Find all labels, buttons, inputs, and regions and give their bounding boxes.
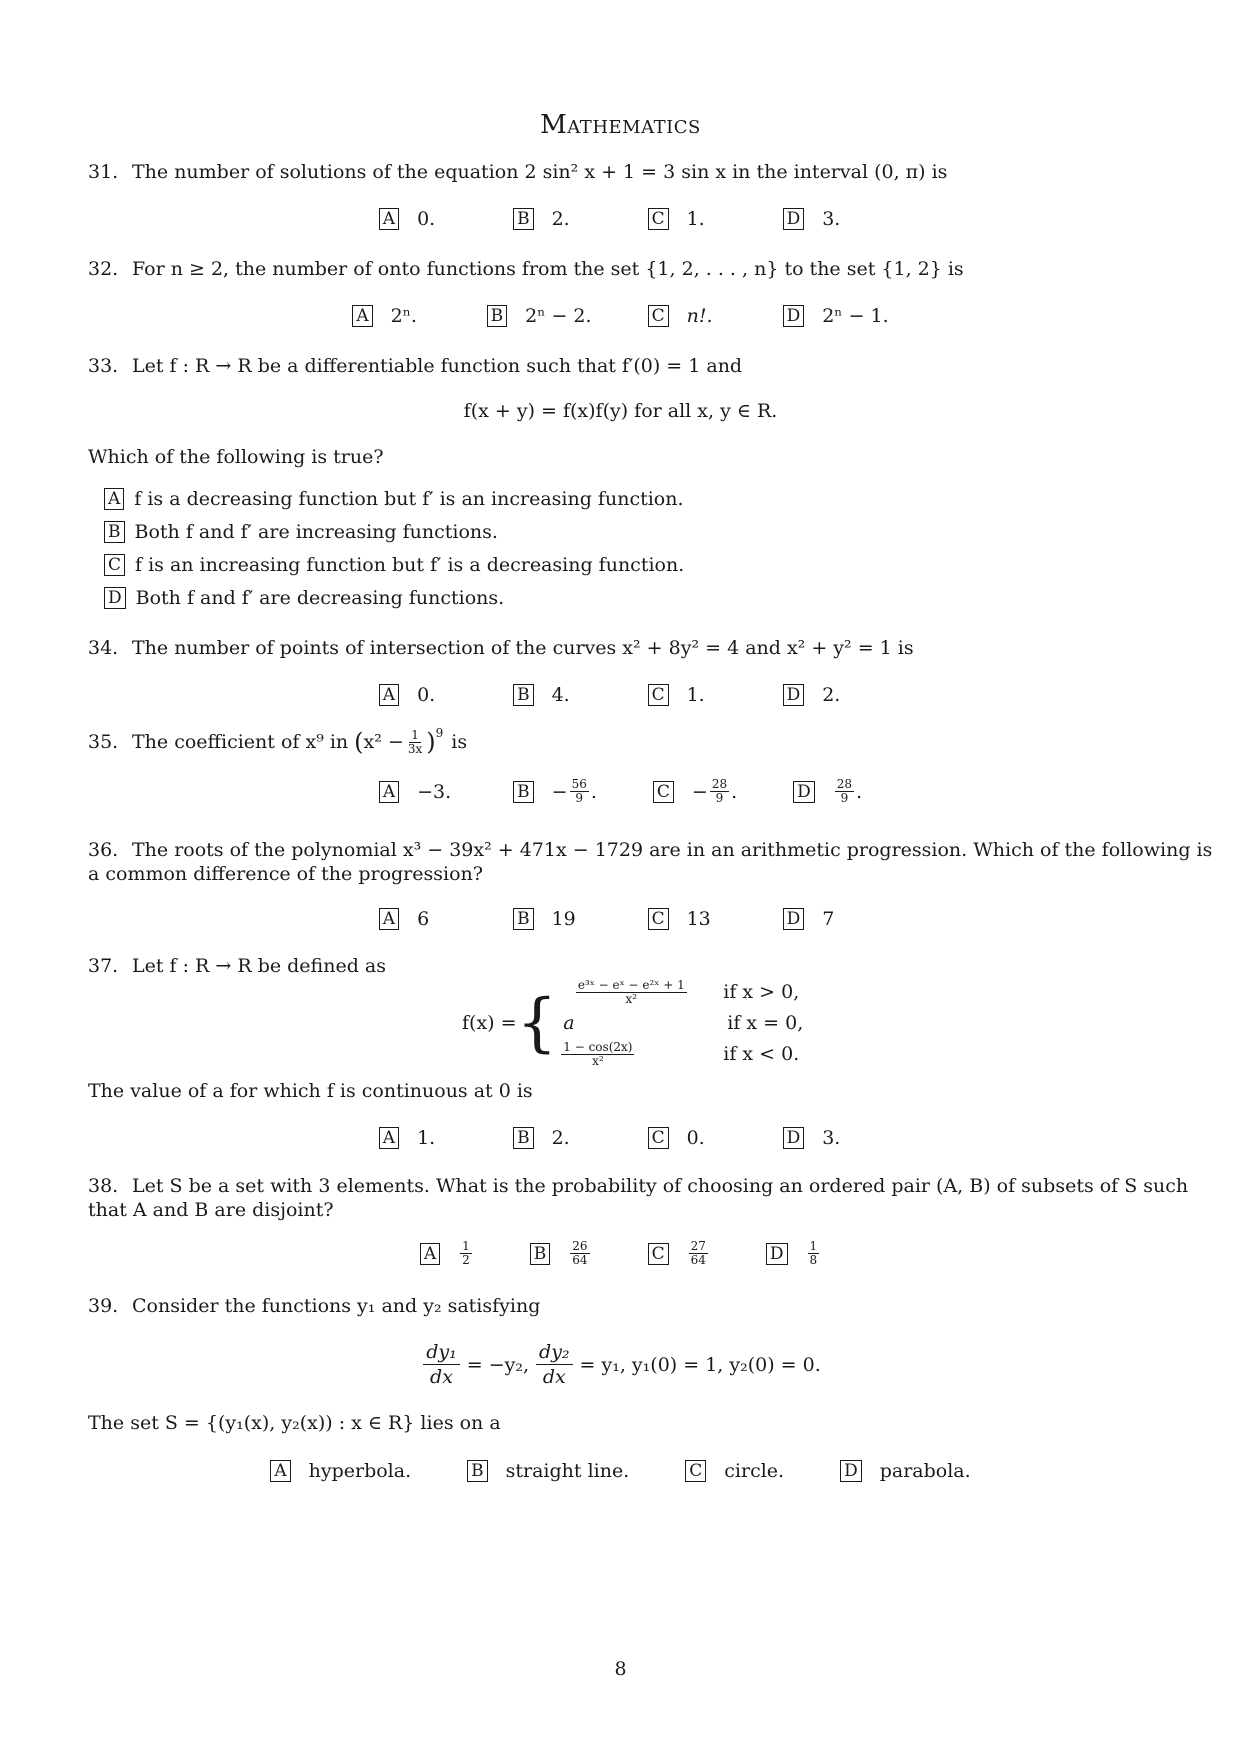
q31-option-a[interactable]: A 0.	[379, 208, 457, 230]
option-label-box: D	[793, 781, 815, 803]
option-label-box: C	[648, 908, 669, 930]
option-label-box: D	[104, 587, 126, 609]
q37-option-d[interactable]: D 3.	[783, 1127, 863, 1149]
question-stem: For n ≥ 2, the number of onto functions from the set {1, 2, . . . , n} to the set {1, 2} is	[132, 258, 964, 280]
option-label-box: C	[653, 781, 674, 803]
q34-option-d[interactable]: D 2.	[783, 684, 863, 706]
option-label-box: A	[420, 1243, 440, 1265]
q32-option-c[interactable]: C n!.	[648, 305, 727, 327]
question-39	[88, 1295, 540, 1317]
option-label-box: D	[783, 305, 805, 327]
q33-option-c[interactable]: C f is an increasing function but f′ is a decreasing function.	[104, 554, 684, 576]
q39-option-b[interactable]: B straight line.	[467, 1460, 629, 1482]
question-stem: Let f : R → R be a differentiable function such that f′(0) = 1 and	[132, 355, 743, 377]
question-number: 38.	[88, 1175, 119, 1197]
q35-option-d[interactable]: D $\frac{28}{9}$ .	[793, 778, 862, 805]
q32-option-d[interactable]: D 2ⁿ − 1.	[783, 305, 889, 327]
q37-prompt: The value of a for which f is continuous at 0 is	[88, 1080, 533, 1102]
q37-option-c[interactable]: C 0.	[648, 1127, 727, 1149]
option-label-box: C	[648, 208, 669, 230]
option-label-box: A	[379, 684, 399, 706]
question-37	[88, 955, 386, 977]
q33-option-d[interactable]: D Both f and f′ are decreasing functions.	[104, 587, 504, 609]
option-label-box: A	[379, 781, 399, 803]
question-36	[88, 839, 1212, 861]
question-stem: Let f : R → R be defined as	[132, 955, 386, 977]
q36-option-c[interactable]: C 13	[648, 908, 727, 930]
q37-option-a[interactable]: A 1.	[379, 1127, 457, 1149]
question-stem: The number of points of intersection of the curves x² + 8y² = 4 and x² + y² = 1 is	[132, 637, 914, 659]
option-label-box: C	[104, 554, 125, 576]
q35-option-c[interactable]: C − $\frac{28}{9}$ .	[653, 778, 737, 805]
q39-option-c[interactable]: C circle.	[685, 1460, 784, 1482]
open-paren: (	[354, 728, 364, 756]
question-38-line2: that A and B are disjoint?	[88, 1199, 334, 1221]
q33-option-b[interactable]: B Both f and f′ are increasing functions.	[104, 521, 498, 543]
option-label-box: B	[513, 684, 534, 706]
q33-option-a[interactable]: A f is a decreasing function but f′ is an increasing function.	[104, 488, 684, 510]
question-36-line2: a common difference of the progression?	[88, 863, 483, 885]
question-35: 35. The coefficient of x⁹ in ( x² − $\frac{1}{3x}$ ) 9 is	[88, 726, 468, 756]
expr-fraction: $\frac{1}{3x}$	[407, 727, 423, 756]
q31-options	[0, 208, 1241, 230]
page-number: 8	[614, 1658, 627, 1680]
q31-option-b[interactable]: B 2.	[513, 208, 592, 230]
q34-option-a[interactable]: A 0.	[379, 684, 457, 706]
left-brace: {	[516, 986, 558, 1060]
question-stem: The coefficient of x⁹ in	[132, 731, 349, 753]
option-label-box: D	[783, 908, 805, 930]
option-label-box: B	[467, 1460, 488, 1482]
q32-options	[0, 305, 1241, 327]
question-34	[88, 637, 914, 659]
option-label-box: A	[379, 208, 399, 230]
q35-option-a[interactable]: A −3.	[379, 781, 457, 803]
q39-option-d[interactable]: D parabola.	[840, 1460, 971, 1482]
q34-options	[0, 684, 1241, 706]
option-label-box: A	[104, 488, 124, 510]
question-number: 32.	[88, 258, 119, 280]
option-label-box: B	[513, 908, 534, 930]
q39-differential-system: $\frac{\text{dy₁}}{dx}$ = −y₂, $\frac{\text{dy₂}}{dx}$ = y₁, y₁(0) = 1, y₂(0) = 0.	[0, 1340, 1241, 1389]
piecewise-function	[462, 975, 803, 1071]
q39-option-a[interactable]: A hyperbola.	[270, 1460, 411, 1482]
option-label-box: D	[766, 1243, 788, 1265]
question-number: 33.	[88, 355, 119, 377]
q33-prompt: Which of the following is true?	[88, 446, 384, 468]
q33-functional-equation: f(x + y) = f(x)f(y) for all x, y ∈ R.	[463, 400, 778, 422]
question-stem: The number of solutions of the equation 2 sin² x + 1 = 3 sin x in the interval (0, π) is	[132, 161, 948, 183]
option-label-box: D	[840, 1460, 862, 1482]
option-label-box: B	[513, 1127, 534, 1149]
question-number: 35.	[88, 731, 119, 753]
q38-option-b[interactable]: B $\frac{26}{64}$	[530, 1240, 592, 1267]
option-label-box: C	[648, 305, 669, 327]
question-33	[88, 355, 742, 377]
option-label-box: C	[648, 1127, 669, 1149]
option-label-box: B	[513, 208, 534, 230]
question-number: 34.	[88, 637, 119, 659]
q38-options	[0, 1240, 1241, 1267]
option-label-box: A	[379, 1127, 399, 1149]
q37-options	[0, 1127, 1241, 1149]
case-positive: $\frac{\text{e³ˣ − eˣ − e²ˣ + 1}}{\text{x²}}$ if x > 0,	[577, 977, 800, 1006]
case-zero: a if x = 0,	[563, 1012, 804, 1034]
piecewise-cases	[559, 975, 803, 1071]
option-label-box: B	[104, 521, 125, 543]
q36-option-a[interactable]: A 6	[379, 908, 457, 930]
question-number: 31.	[88, 161, 119, 183]
question-31	[88, 161, 947, 183]
option-label-box: D	[783, 1127, 805, 1149]
question-32	[88, 258, 964, 280]
option-label-box: D	[783, 208, 805, 230]
question-stem-line1: Let S be a set with 3 elements. What is the probability of choosing an ordered pair (A, B) of subsets of S such	[132, 1175, 1189, 1197]
question-stem: Consider the functions y₁ and y₂ satisfying	[132, 1295, 541, 1317]
case-negative: $\frac{1 - \cos(2x)}{\text{x²}}$ if x < 0.	[563, 1039, 800, 1068]
q31-option-c[interactable]: C 1.	[648, 208, 727, 230]
option-label-box: B	[513, 781, 534, 803]
option-label-box: C	[648, 684, 669, 706]
option-label-box: A	[379, 908, 399, 930]
question-number: 37.	[88, 955, 119, 977]
q38-option-a[interactable]: A $\frac{1}{2}$	[420, 1240, 474, 1267]
option-label-box: A	[270, 1460, 290, 1482]
question-stem-line1: The roots of the polynomial x³ − 39x² + 471x − 1729 are in an arithmetic progression. Which of the following is	[132, 839, 1213, 861]
q35-options	[0, 778, 1241, 805]
option-label-box: C	[685, 1460, 706, 1482]
expr-base: x² −	[363, 731, 404, 753]
q32-option-b[interactable]: B 2ⁿ − 2.	[487, 305, 592, 327]
q37-option-b[interactable]: B 2.	[513, 1127, 592, 1149]
question-number: 39.	[88, 1295, 119, 1317]
q39-prompt: The set S = {(y₁(x), y₂(x)) : x ∈ R} lies on a	[88, 1412, 501, 1434]
q36-option-d[interactable]: D 7	[783, 908, 863, 930]
q35-option-b[interactable]: B − $\frac{56}{9}$ .	[513, 778, 597, 805]
q38-option-c[interactable]: C $\frac{27}{64}$	[648, 1240, 710, 1267]
q38-option-d[interactable]: D $\frac{1}{8}$	[766, 1240, 821, 1267]
question-38	[88, 1175, 1188, 1197]
option-label-box: B	[487, 305, 508, 327]
close-paren: )	[426, 728, 436, 756]
q36-options	[0, 908, 1241, 930]
q36-option-b[interactable]: B 19	[513, 908, 592, 930]
piecewise-lhs: f(x) =	[462, 1012, 517, 1034]
option-label-box: C	[648, 1243, 669, 1265]
q32-option-a[interactable]: A 2ⁿ.	[352, 305, 430, 327]
expr-power: 9	[435, 726, 444, 740]
q34-option-c[interactable]: C 1.	[648, 684, 727, 706]
q34-option-b[interactable]: B 4.	[513, 684, 592, 706]
q31-option-d[interactable]: D 3.	[783, 208, 863, 230]
section-title: Mathematics	[540, 110, 701, 140]
option-label-box: D	[783, 684, 805, 706]
question-number: 36.	[88, 839, 119, 861]
option-label-box: B	[530, 1243, 551, 1265]
q39-options	[0, 1460, 1241, 1482]
option-label-box: A	[352, 305, 372, 327]
